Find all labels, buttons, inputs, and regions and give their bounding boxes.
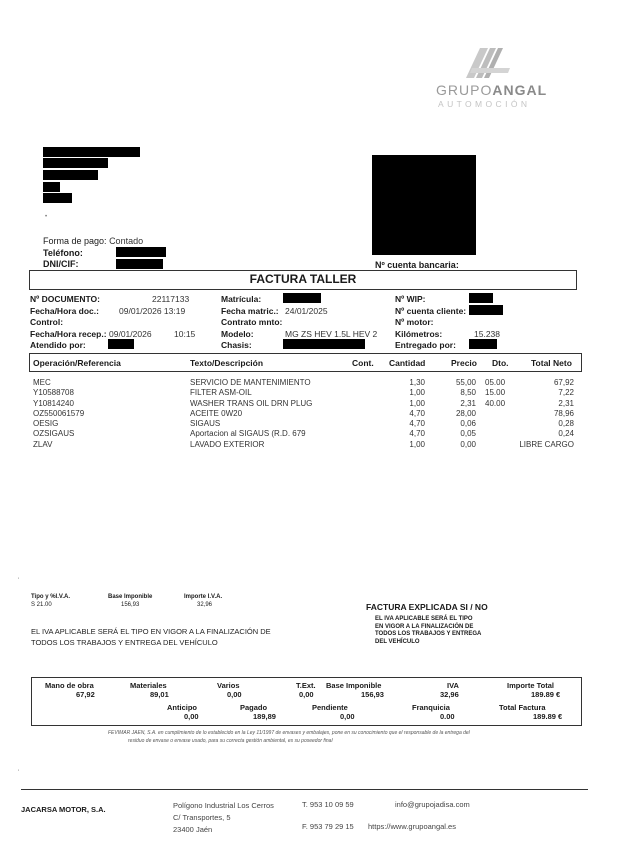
chassis-label: Chasis: <box>221 340 252 350</box>
table-row-price: 28,00 <box>455 408 476 418</box>
misc-label: Varios <box>217 681 240 690</box>
redacted-address-3 <box>43 182 60 192</box>
franchise-label: Franquicia <box>412 703 450 712</box>
iva-label: IVA <box>447 681 459 690</box>
footer-company: JACARSA MOTOR, S.A. <box>21 805 106 814</box>
brand-subtitle: AUTOMOCIÓN <box>438 99 531 109</box>
redacted-client-account <box>469 305 503 315</box>
table-row-net: 0,24 <box>558 429 574 439</box>
table-row-net: LIBRE CARGO <box>519 439 574 449</box>
footer-address-line: 23400 Jaén <box>173 825 213 834</box>
model-label: Modelo: <box>221 329 254 339</box>
table-row-net: 2,31 <box>558 398 574 408</box>
registration-date-value: 24/01/2025 <box>285 306 328 316</box>
quantities-column <box>395 378 425 450</box>
refs-column <box>33 378 84 450</box>
net-totals-column <box>500 378 574 450</box>
table-row-ref: OZ550061579 <box>33 408 85 418</box>
misc-value: 0,00 <box>227 690 242 699</box>
km-value: 15.238 <box>474 329 500 339</box>
table-row-qty: 1,30 <box>409 378 425 387</box>
table-row-desc: LAVADO EXTERIOR <box>190 439 265 449</box>
table-row-desc: SERVICIO DE MANTENIMIENTO <box>190 378 311 387</box>
redacted-delivered <box>469 339 497 349</box>
base-label: Base Imponible <box>326 681 382 690</box>
redacted-address-2 <box>43 170 98 180</box>
table-row-dto: 40.00 <box>485 398 506 408</box>
id-label: DNI/CIF: <box>43 259 79 269</box>
table-row-price: 0,00 <box>460 439 476 449</box>
table-row-price: 55,00 <box>455 378 476 387</box>
tax-amount-value: 32,96 <box>197 602 213 608</box>
redacted-name <box>43 147 140 157</box>
table-row-ref: MEC <box>33 378 51 387</box>
materials-label: Materiales <box>130 681 167 690</box>
legal-line: FEVIMAR JAEN, S.A. en cumplimiento de lo establecido en la Ley 11/1997 de envases y embalajes, pone en su conocimiento que el responsable de la entrega del <box>108 730 470 736</box>
vat-notice-line: TODOS LOS TRABAJOS Y ENTREGA DEL VEHÍCULO <box>31 637 218 647</box>
table-row-desc: FILTER ASM-OIL <box>190 388 252 398</box>
table-row-ref: OZSIGAUS <box>33 429 75 439</box>
col-discount: Dto. <box>492 358 509 368</box>
explained-line: DEL VEHÍCULO <box>375 638 420 645</box>
explained-line: TODOS LOS TRABAJOS Y ENTREGA <box>375 631 482 637</box>
table-row-net: 78,96 <box>553 408 574 418</box>
table-row-ref: Y10814240 <box>33 398 74 408</box>
advance-label: Anticipo <box>167 703 197 712</box>
invoice-title: FACTURA TALLER <box>249 272 357 286</box>
explained-line: EN VIGOR A LA FINALIZACIÓN DE <box>375 623 474 630</box>
reception-time: 10:15 <box>174 329 196 339</box>
col-price: Precio <box>451 358 477 368</box>
explained-title: FACTURA EXPLICADA SI / NO <box>366 602 488 612</box>
bank-account-label: Nº cuenta bancaria: <box>375 260 459 270</box>
footer-website[interactable]: https://www.grupoangal.es <box>368 822 456 831</box>
explained-line: EL IVA APLICABLE SERÁ EL TIPO <box>375 616 473 622</box>
table-row-desc: ACEITE 0W20 <box>190 408 243 418</box>
pending-value: 0,00 <box>340 712 355 721</box>
table-row-ref: Y10588708 <box>33 388 74 398</box>
explained-text <box>375 616 481 646</box>
table-row-ref: OESIG <box>33 419 59 429</box>
vat-notice-line: EL IVA APLICABLE SERÁ EL TIPO EN VIGOR A LA FINALIZACIÓN DE <box>31 627 271 636</box>
table-row-dto: 15.00 <box>485 388 506 398</box>
footer-email[interactable]: info@grupojadisa.com <box>395 800 470 809</box>
tax-type-value: S 21.00 <box>31 602 52 608</box>
doc-number-value: 22117133 <box>152 294 190 304</box>
doc-date-value: 09/01/2026 13:19 <box>119 306 186 316</box>
brand-name-b: ANGAL <box>492 82 548 98</box>
labor-label: Mano de obra <box>45 681 94 690</box>
client-account-label: Nº cuenta cliente: <box>395 306 467 316</box>
table-row-desc: WASHER TRANS OIL DRN PLUG <box>190 398 313 408</box>
payment-label: Forma de pago: <box>43 236 107 246</box>
plate-label: Matrícula: <box>221 294 262 304</box>
edge-mark: ' <box>18 770 20 776</box>
table-row-qty: 1,00 <box>409 439 425 449</box>
table-row-desc: Aportacion al SIGAUS (R.D. 679 <box>190 429 306 439</box>
model-value: MG ZS HEV 1.5L HEV 2 <box>285 329 378 339</box>
vat-notice <box>31 627 271 648</box>
table-row-qty: 1,00 <box>409 398 425 408</box>
doc-date-label: Fecha/Hora doc.: <box>30 306 99 316</box>
col-net-total: Total Neto <box>531 358 572 368</box>
registration-date-label: Fecha matric.: <box>221 306 279 316</box>
redacted-phone <box>116 247 166 257</box>
tax-base-label: Base Imponible <box>108 594 153 600</box>
reception-label: Fecha/Hora recep.: <box>30 329 107 339</box>
footer-address-line: C/ Transportes, 5 <box>173 813 231 822</box>
table-row-net: 7,22 <box>558 388 574 398</box>
table-row-qty: 4,70 <box>409 429 425 439</box>
table-row-qty: 4,70 <box>409 408 425 418</box>
km-label: Kilómetros: <box>395 329 443 339</box>
table-row-qty: 1,00 <box>409 388 425 398</box>
table-row-price: 0,06 <box>460 419 476 429</box>
footer-phone: T. 953 10 09 59 <box>302 800 354 809</box>
tax-base-value: 156,93 <box>121 602 140 608</box>
franchise-value: 0.00 <box>440 712 455 721</box>
table-row-price: 2,31 <box>460 398 476 408</box>
redacted-block-right <box>372 155 476 255</box>
text-label: T.Ext. <box>296 681 316 690</box>
pending-label: Pendiente <box>312 703 348 712</box>
tax-type-label: Tipo y %I.V.A. <box>31 594 71 600</box>
delivered-label: Entregado por: <box>395 340 456 350</box>
materials-value: 89,01 <box>150 690 169 699</box>
table-row-ref: ZLAV <box>33 439 53 449</box>
col-operation: Operación/Referencia <box>33 358 121 368</box>
invoice-total-label: Total Factura <box>499 703 546 712</box>
table-row-net: 67,92 <box>553 378 574 387</box>
reception-date: 09/01/2026 <box>109 329 152 339</box>
text-value: 0,00 <box>299 690 314 699</box>
engine-label: Nº motor: <box>395 317 434 327</box>
brand-mark-icon <box>466 46 516 80</box>
doc-number-label: Nº DOCUMENTO: <box>30 294 101 304</box>
col-cont: Cont. <box>352 358 374 368</box>
footer-address-line: Polígono Industrial Los Cerros <box>173 801 274 810</box>
col-quantity: Cantidad <box>389 358 426 368</box>
iva-value: 32,96 <box>440 690 459 699</box>
tax-amount-label: Importe I.V.A. <box>184 594 223 600</box>
table-row-qty: 4,70 <box>409 419 425 429</box>
contract-label: Contrato mnto: <box>221 317 283 327</box>
redacted-address-1 <box>43 158 108 168</box>
total-value: 189.89 € <box>531 690 561 699</box>
paid-value: 189,89 <box>253 712 276 721</box>
redacted-attended <box>108 339 134 349</box>
redacted-id <box>116 259 163 269</box>
labor-value: 67,92 <box>76 690 95 699</box>
legal-line: residuo de envase o envase usado, para su correcta gestión ambiental, es su poseedor final <box>128 737 333 744</box>
wip-label: Nº WIP: <box>395 294 426 304</box>
redacted-wip <box>469 293 493 303</box>
table-row-desc: SIGAUS <box>190 419 221 429</box>
legal-text <box>108 730 470 745</box>
advance-value: 0,00 <box>184 712 199 721</box>
edge-mark: ' <box>18 578 20 584</box>
table-row-price: 0,05 <box>460 429 476 439</box>
redacted-plate <box>283 293 321 303</box>
brand-name-a: GRUPO <box>436 82 493 98</box>
footer-fax: F. 953 79 29 15 <box>302 822 354 831</box>
prices-column <box>444 378 476 450</box>
redacted-chassis <box>283 339 365 349</box>
payment-value: Contado <box>109 236 144 246</box>
bullet-mark: • <box>45 214 48 220</box>
phone-label: Teléfono: <box>43 248 83 258</box>
table-row-dto: 05.00 <box>485 378 506 387</box>
footer-rule <box>21 789 588 790</box>
paid-label: Pagado <box>240 703 268 712</box>
table-row-price: 8,50 <box>460 388 476 398</box>
col-description: Texto/Descripción <box>190 358 264 368</box>
invoice-total-value: 189.89 € <box>533 712 563 721</box>
base-value: 156,93 <box>361 690 384 699</box>
total-label: Importe Total <box>507 681 554 690</box>
table-row-net: 0,28 <box>558 419 574 429</box>
control-label: Control: <box>30 317 64 327</box>
attended-label: Atendido por: <box>30 340 86 350</box>
descriptions-column <box>190 378 312 450</box>
redacted-address-4 <box>43 193 72 203</box>
footer-address <box>173 800 274 836</box>
